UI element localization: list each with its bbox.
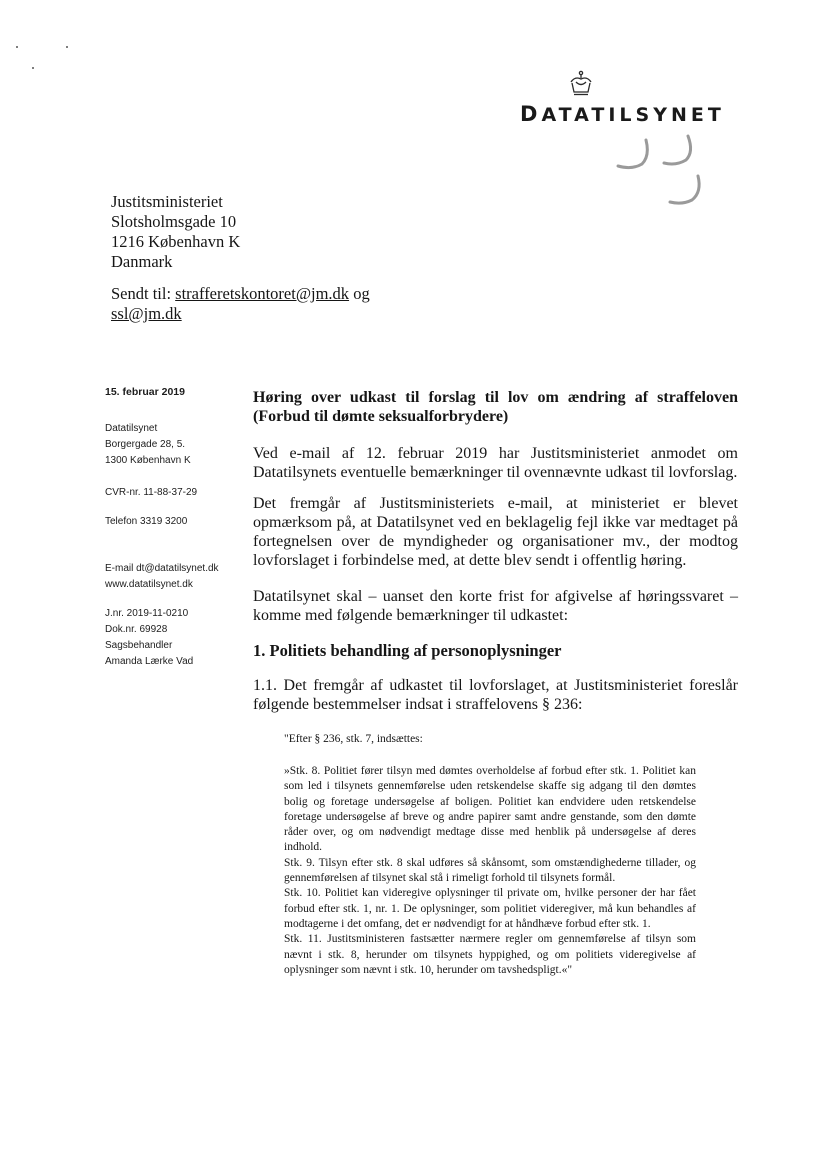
document-number: Dok.nr. 69928 bbox=[105, 624, 168, 635]
cvr-number: CVR-nr. 11-88-37-29 bbox=[105, 487, 198, 498]
sent-to-label: Sendt til: bbox=[111, 284, 172, 303]
sender-address-line: Borgergade 28, 5. bbox=[105, 439, 186, 450]
sender-address-line: 1300 København K bbox=[105, 455, 191, 466]
sender-address bbox=[105, 421, 191, 469]
email-link-strafferetskontoret[interactable]: strafferetskontoret@jm.dk bbox=[175, 284, 350, 303]
provision-stk10: Stk. 10. Politiet kan videregive oplysninger til private om, hvilke personer der har fået forbud efter stk. 1, nr. 1. De oplysninger, som politiet videregiver, må kun behandles af modtagerne i det omfang, det er nødvendigt for at håndhæve forbud efter stk. 1. bbox=[284, 887, 696, 930]
journal-number: J.nr. 2019-11-0210 bbox=[105, 608, 189, 619]
contact-info bbox=[105, 561, 219, 593]
recipient-line: Justitsministeriet bbox=[111, 192, 223, 211]
provision-stk9: Stk. 9. Tilsyn efter stk. 8 skal udføres så skånsomt, som omstændighederne tillader, og gennemførelsen af tilsynet skal stå i rimeligt forhold til tilsynets formål. bbox=[284, 856, 696, 885]
phone-number: Telefon 3319 3200 bbox=[105, 516, 188, 527]
case-handler-name: Amanda Lærke Vad bbox=[105, 656, 194, 667]
provision-stk8: »Stk. 8. Politiet fører tilsyn med dømtes overholdelse af forbud efter stk. 1. Politiet kan som led i tilsynets gennemførelse uden retskendelse skaffe sig adgang til den dømtes bolig og foretage undersøgelse af boligen. Politiet kan endvidere uden retskendelse foretage undersøgelse af breve og andre papirer samt andre genstande, som den dømte råder over, og om nødvendigt medtage disse med henblik på undersøgelse af deres indhold. bbox=[284, 765, 696, 854]
letter-subject: Høring over udkast til forslag til lov om ændring af straffeloven (Forbud til dømte seksualforbrydere) bbox=[253, 389, 738, 425]
sent-to-block bbox=[111, 284, 370, 324]
crown-icon bbox=[566, 70, 596, 100]
scan-speck bbox=[66, 46, 68, 48]
paragraph: Datatilsynet skal – uanset den korte frist for afgivelse af høringssvaret – komme med følgende bemærkninger til udkastet: bbox=[253, 588, 738, 624]
quote-intro: "Efter § 236, stk. 7, indsættes: bbox=[284, 733, 423, 745]
scan-speck bbox=[16, 46, 18, 48]
brand-logo: DATATILSYNET bbox=[520, 102, 725, 126]
sender-email: E-mail dt@datatilsynet.dk bbox=[105, 563, 219, 574]
handwritten-initials-stamp bbox=[612, 130, 712, 212]
recipient-address bbox=[111, 192, 240, 272]
quoted-provisions bbox=[284, 764, 696, 978]
sent-to-connector: og bbox=[353, 284, 370, 303]
paragraph: Det fremgår af Justitsministeriets e-mail, at ministeriet er blevet opmærksom på, at Datatilsynet ved en beklagelig fejl ikke var medtaget på fortegnelsen over de myndigheder og organisationer mv., der modtog lovforslaget i forbindelse med, at dette blev sendt i offentlig høring. bbox=[253, 495, 738, 569]
scan-speck bbox=[32, 67, 34, 69]
case-info bbox=[105, 606, 193, 670]
recipient-line: Danmark bbox=[111, 252, 173, 271]
recipient-line: Slotsholmsgade 10 bbox=[111, 212, 237, 231]
provision-stk11: Stk. 11. Justitsministeren fastsætter nærmere regler om gennemførelse af tilsyn som nævnt i stk. 8, herunder om tilsynets hyppighed, og om politiets videregivelse af oplysninger som nævnt i stk. 10, herunder om tavshedspligt.«" bbox=[284, 933, 696, 976]
paragraph: 1.1. Det fremgår af udkastet til lovforslaget, at Justitsministeriet foreslår følgende bestemmelser indsat i straffelovens § 236: bbox=[253, 677, 738, 713]
letter-date: 15. februar 2019 bbox=[105, 386, 185, 398]
sender-address-line: Datatilsynet bbox=[105, 423, 158, 434]
paragraph: Ved e-mail af 12. februar 2019 har Justitsministeriet anmodet om Datatilsynets eventuelle bemærkninger til ovennævnte udkast til lovforslag. bbox=[253, 445, 738, 481]
recipient-line: 1216 København K bbox=[111, 232, 241, 251]
sender-website: www.datatilsynet.dk bbox=[105, 579, 193, 590]
email-link-ssl[interactable]: ssl@jm.dk bbox=[111, 304, 182, 323]
case-handler-label: Sagsbehandler bbox=[105, 640, 173, 651]
section-heading: 1. Politiets behandling af personoplysninger bbox=[253, 641, 562, 660]
